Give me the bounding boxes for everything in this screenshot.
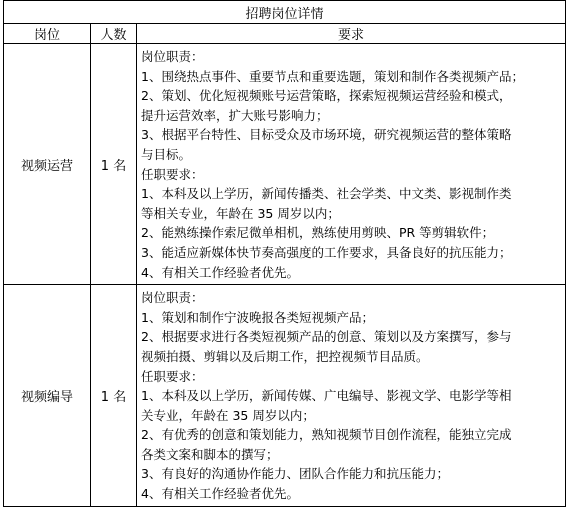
count-cell: 1 名 <box>91 285 137 507</box>
requirement-line: 2、能熟练操作索尼微单相机，熟练使用剪映、PR 等剪辑软件； <box>141 225 495 241</box>
count-cell: 1 名 <box>91 44 137 285</box>
requirement-line: 提升运营效率，扩大账号影响力； <box>141 107 329 123</box>
requirement-line: 任职要求： <box>141 368 204 384</box>
requirement-line: 关专业，年龄在 35 周岁以内； <box>141 407 315 423</box>
table-row <box>4 285 566 507</box>
requirement-line: 2、策划、优化短视频账号运营策略，探索短视频运营经验和模式， <box>141 88 512 104</box>
header-row <box>4 24 566 44</box>
requirement-line: 2、根据要求进行各类短视频产品的创意、策划以及方案撰写，参与 <box>141 329 512 345</box>
header-position: 岗位 <box>4 24 91 44</box>
title-row <box>4 1 566 24</box>
requirement-line: 各类文案和脚本的撰写； <box>141 446 279 462</box>
table-title: 招聘岗位详情 <box>4 1 566 24</box>
requirement-line: 岗位职责： <box>141 49 204 64</box>
table-row <box>4 44 566 285</box>
requirement-line: 1、本科及以上学历，新闻传媒、广电编导、影视文学、电影学等相 <box>141 388 512 404</box>
requirements-cell <box>137 44 566 285</box>
requirement-line: 3、能适应新媒体快节奏高强度的工作要求，具备良好的抗压能力； <box>141 244 512 260</box>
requirement-line: 1、围绕热点事件、重要节点和重要选题，策划和制作各类视频产品； <box>141 68 524 84</box>
requirement-line: 3、根据平台特性、目标受众及市场环境，研究视频运营的整体策略 <box>141 127 512 143</box>
position-cell: 视频运营 <box>4 44 91 285</box>
requirement-line: 岗位职责： <box>141 290 204 306</box>
requirement-line: 2、有优秀的创意和策划能力，熟知视频节目创作流程，能独立完成 <box>141 427 512 443</box>
requirement-line: 4、有相关工作经验者优先。 <box>141 264 299 280</box>
recruitment-table <box>3 0 566 507</box>
requirement-line: 任职要求： <box>141 166 204 182</box>
requirement-line: 1、本科及以上学历，新闻传播类、社会学类、中文类、影视制作类 <box>141 186 512 202</box>
requirements-cell <box>137 285 566 507</box>
requirement-line: 视频拍摄、剪辑以及后期工作，把控视频节目品质。 <box>141 348 429 364</box>
requirement-line: 与目标。 <box>141 146 192 162</box>
header-requirements: 要求 <box>137 24 566 44</box>
requirement-line: 3、有良好的沟通协作能力、团队合作能力和抗压能力； <box>141 466 449 482</box>
requirement-line: 等相关专业，年龄在 35 周岁以内； <box>141 205 340 221</box>
position-cell: 视频编导 <box>4 285 91 507</box>
requirement-line: 4、有相关工作经验者优先。 <box>141 486 299 502</box>
header-count: 人数 <box>91 24 137 44</box>
requirement-line: 1、策划和制作宁波晚报各类短视频产品； <box>141 309 374 325</box>
